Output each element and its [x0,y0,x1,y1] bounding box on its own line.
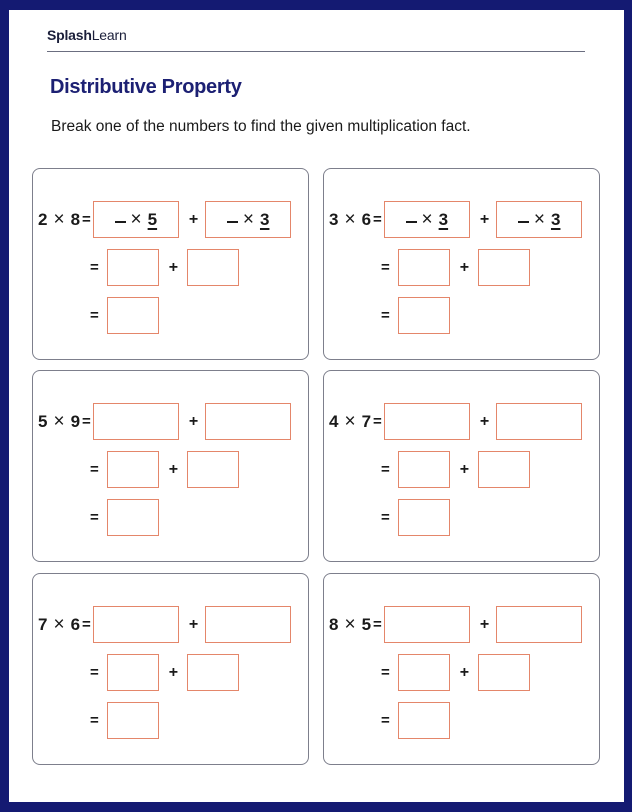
times-sign: × [344,410,356,432]
multiplication-fact [329,411,371,433]
plus-sign: + [459,663,470,681]
equals-sign: = [82,616,91,633]
factor-a: 3 [329,209,339,229]
factor-b: 6 [361,209,372,229]
blank-line [115,221,126,223]
hint-number: 3 [550,209,561,229]
hint-number: 3 [259,209,270,229]
answer-box-total[interactable] [398,499,450,536]
plus-sign: + [168,258,179,276]
times-sign: × [53,208,65,230]
times-sign: × [53,613,65,635]
plus-sign: + [459,460,470,478]
answer-box-total[interactable] [107,499,159,536]
equals-sign: = [90,307,99,324]
brand-logo [47,27,127,43]
factor-b: 8 [70,209,81,229]
equals-sign: = [381,712,390,729]
factor-a: 5 [38,411,48,431]
times-sign: × [53,410,65,432]
answer-box-product1[interactable] [107,654,159,691]
times-sign: × [344,613,356,635]
plus-sign: + [188,412,199,430]
answer-box-part2[interactable] [496,201,582,238]
answer-box-product2[interactable] [478,249,530,286]
problem-card [32,168,309,360]
multiplication-fact [329,209,371,231]
multiplication-fact [329,614,371,636]
times-sign: × [130,208,142,230]
answer-box-part2[interactable] [496,606,582,643]
factor-b: 7 [361,411,372,431]
problem-card [32,370,309,562]
factor-a: 2 [38,209,48,229]
equals-sign: = [373,211,382,228]
equals-sign: = [381,461,390,478]
answer-box-part2[interactable] [205,403,291,440]
blank-line [227,221,238,223]
problem-card [323,573,600,765]
equals-sign: = [381,307,390,324]
equals-sign: = [90,259,99,276]
equals-sign: = [381,664,390,681]
answer-box-product1[interactable] [107,451,159,488]
answer-box-product1[interactable] [107,249,159,286]
problem-card [32,573,309,765]
problem-card [323,168,600,360]
equals-sign: = [82,413,91,430]
problem-card [323,370,600,562]
plus-sign: + [479,412,490,430]
answer-box-part1[interactable] [384,403,470,440]
plus-sign: + [479,615,490,633]
hint-expression [518,209,561,231]
times-sign: × [421,208,433,230]
factor-b: 9 [70,411,81,431]
equals-sign: = [373,616,382,633]
times-sign: × [242,208,254,230]
hint-number: 3 [438,209,449,229]
equals-sign: = [90,509,99,526]
answer-box-product2[interactable] [478,451,530,488]
answer-box-product2[interactable] [478,654,530,691]
plus-sign: + [479,210,490,228]
factor-a: 8 [329,614,339,634]
answer-box-part2[interactable] [205,606,291,643]
answer-box-product1[interactable] [398,654,450,691]
brand-logo-regular: Learn [91,27,127,43]
answer-box-part1[interactable] [384,201,470,238]
answer-box-part1[interactable] [384,606,470,643]
hint-expression [406,209,449,231]
equals-sign: = [381,509,390,526]
answer-box-product2[interactable] [187,654,239,691]
multiplication-fact [38,411,80,433]
plus-sign: + [168,460,179,478]
answer-box-product1[interactable] [398,451,450,488]
equals-sign: = [373,413,382,430]
equals-sign: = [90,461,99,478]
answer-box-product2[interactable] [187,249,239,286]
answer-box-total[interactable] [107,297,159,334]
answer-box-part2[interactable] [496,403,582,440]
answer-box-total[interactable] [107,702,159,739]
plus-sign: + [188,210,199,228]
answer-box-part1[interactable] [93,201,179,238]
answer-box-total[interactable] [398,297,450,334]
blank-line [406,221,417,223]
factor-b: 5 [361,614,372,634]
answer-box-part1[interactable] [93,403,179,440]
header-divider [47,51,585,52]
equals-sign: = [381,259,390,276]
plus-sign: + [168,663,179,681]
factor-a: 4 [329,411,339,431]
hint-expression [227,209,270,231]
hint-number: 5 [147,209,158,229]
multiplication-fact [38,614,80,636]
multiplication-fact [38,209,80,231]
answer-box-part2[interactable] [205,201,291,238]
times-sign: × [344,208,356,230]
page-title: Distributive Property [50,76,242,98]
answer-box-product1[interactable] [398,249,450,286]
equals-sign: = [90,664,99,681]
brand-logo-bold: Splash [47,27,92,43]
equals-sign: = [82,211,91,228]
hint-expression [115,209,158,231]
answer-box-product2[interactable] [187,451,239,488]
factor-a: 7 [38,614,48,634]
equals-sign: = [90,712,99,729]
plus-sign: + [188,615,199,633]
answer-box-part1[interactable] [93,606,179,643]
plus-sign: + [459,258,470,276]
answer-box-total[interactable] [398,702,450,739]
times-sign: × [533,208,545,230]
factor-b: 6 [70,614,81,634]
instructions: Break one of the numbers to find the given multiplication fact. [51,118,471,135]
blank-line [518,221,529,223]
